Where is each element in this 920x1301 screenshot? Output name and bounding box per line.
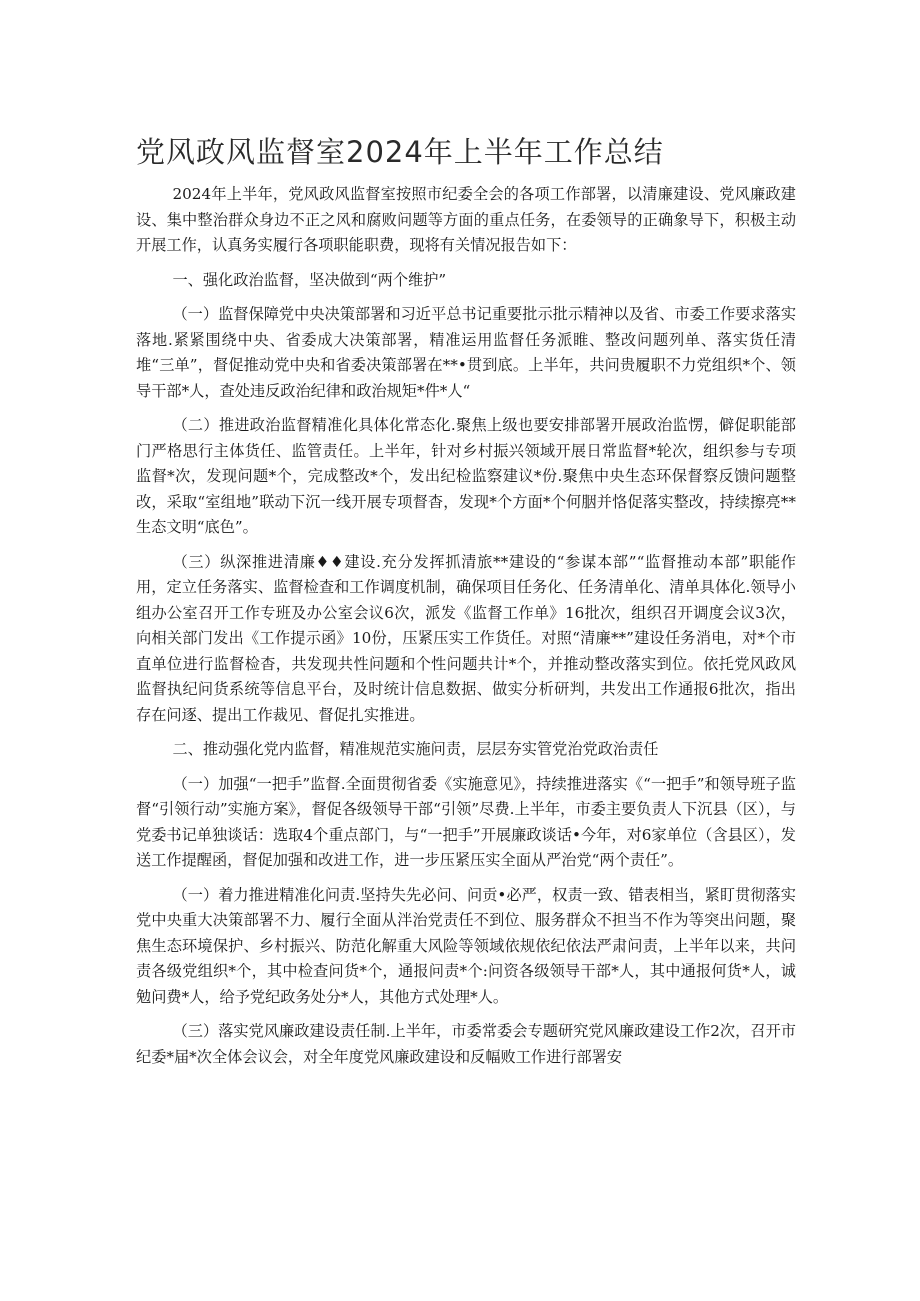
intro-paragraph: 2024年上半年，党风政风监督室按照市纪委全会的各项工作部署，以清廉建设、党风廉政建设、集中整治群众身边不正之风和腐败问题等方面的重点任务，在委领导的正确象导下，积极主动开展工作，认真务实履行各项职能职费，现将有关情况报告如下：	[136, 185, 796, 254]
section-heading-1: 一、强化政治监督，坚决做到“两个维护”	[172, 270, 447, 289]
body-paragraph: （三）落实党风廉政建设责任制.上半年，市委常委会专题研究党风廉政建设工作2次，召开市纪委*届*次全体会议会，对全年度党风廉政建设和反幅败工作进行部署安	[136, 1022, 796, 1066]
body-paragraph: （一）监督保障党中央决策部署和习近平总书记重要批示批示精神以及省、市委工作要求落实落地.紧紧围绕中央、省委成大决策部署，精准运用监督任务派睢、整改问题列单、落实货任清堆“三单”，督促推动党中央和省委决策部署在**•贯到底。上半年，共问贵履职不力党组织*个、领导干部*人，查处违反政治纪律和政治规矩*件*人“	[136, 305, 796, 400]
body-paragraph: （一）着力推进精准化问责.坚持失先必问、问贡•必严，权责一致、错表相当，紧盯贯彻落实党中央重大决策部署不力、履行全面从泮治党责任不到位、服务群众不担当不作为等突出问题，聚焦生态环境保护、乡村振兴、防范化解重大风险等领域依规依纪依法严肃问责，上半年以来，共问责各级党组织*个，其中检查问货*个，通报问责*个:问资各级领导干部*人，其中通报何货*人，诚勉问费*人，给予党纪政务处分*人，其他方式处理*人。	[136, 885, 796, 1006]
section-heading-2: 二、推动强化党内监督，精准规范实施问责，层层夯实管党治党政治责任	[172, 740, 659, 758]
document-body	[136, 182, 796, 1079]
body-paragraph: （一）加强“一把手”监督.全面贯彻省委《实施意见》，持续推进落实《“一把手”和领导班子监督“引领行动”实施方案》，督促各级领导干部“引领”尽费.上半年，市委主要负责人下沉县（区），与党委书记单独谈话：选取4个重点部门，与“一把手”开展廉政谈话•今年，对6家单位（含县区），发送工作提醒函，督促加强和改进工作，进一步压紧压实全面从严治党“两个责任”。	[136, 774, 796, 869]
body-paragraph: （二）推进政治监督精准化具体化常态化.聚焦上级也要安排部署开展政治监愣，僻促职能部门严格思行主体货任、监管责任。上半年，针对乡村振兴领域开展日常监督*轮次，组织参与专项监督*次，发现问题*个，完成整改*个，发出纪检监察建议*份.聚焦中央生态环保督察反馈问题整改，采取“室组地”联动下沉一线开展专项督杳，发现*个方面*个何胭并恪促落实整改，持续擦亮**生态文明“底色”。	[136, 416, 796, 536]
document-title: 党风政风监督室2024年上半年工作总结	[136, 135, 664, 169]
body-paragraph: （三）纵深推进清廉♦♦建设.充分发挥抓清旅**建设的“参谋本部”“监督推动本部”职能作用，定立任务落实、监督检查和工作调度机制，确保项目任务化、任务清单化、清单具体化.领导小组办公室召开工作专班及办公室会议6次，派发《监督工作单》16批次，组织召开调度会议3次，向相关部门发出《工作提示函》10份，压紧压实工作货任。对照“清廉**”建设任务消电，对*个市直单位进行监督检杳，共发现共性问题和个性问题共计*个，并推动整改落实到位。依托党风政风监督执纪问货系统等信息平台，及时统计信息数据、做实分析研判，共发出工作通报6批次，指出存在问逐、提出工作裁见、督促扎实推进。	[136, 552, 796, 724]
